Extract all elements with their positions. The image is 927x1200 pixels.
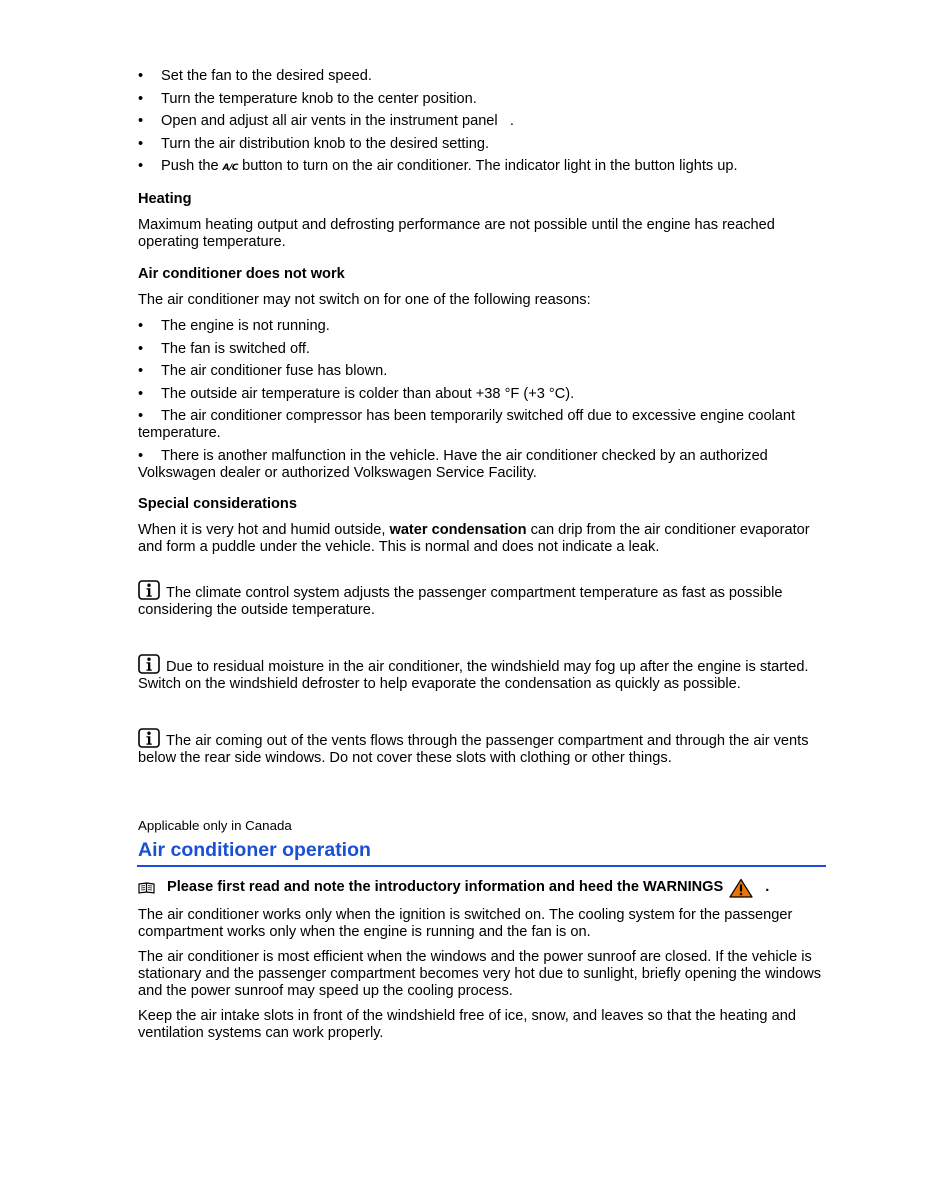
section-title: Air conditioner operation	[138, 838, 371, 861]
heading-ac-not-work: Air conditioner does not work	[138, 266, 345, 282]
list-item: • Set the fan to the desired speed.	[138, 68, 828, 85]
info-note: Due to residual moisture in the air conditioner, the windshield may fog up after the engine is started. Switch on the windshield defroster to help evaporate the condensation as quickly as possible.	[138, 654, 828, 693]
section-paragraph: Keep the air intake slots in front of the windshield free of ice, snow, and leaves so that the heating and ventilation systems can work properly.	[138, 1007, 796, 1041]
heading-heating: Heating	[138, 191, 192, 207]
ac-button-icon: A/C	[222, 163, 239, 173]
warnings-reference	[138, 878, 828, 898]
section-paragraph: The air conditioner is most efficient when the windows and the power sunroof are closed. If the vehicle is stationary and the passenger compartment becomes very hot due to sunlight, briefly opening the windows and the power sunroof may speed up the cooling process.	[138, 948, 822, 999]
special-body: When it is very hot and humid outside, water condensation can drip from the air conditioner evaporator and form a puddle under the vehicle. This is normal and does not indicate a leak.	[138, 521, 810, 555]
reasons-list	[138, 318, 828, 482]
info-note: The air coming out of the vents flows through the passenger compartment and through the air vents below the rear side windows. Do not cover these slots with clothing or other things.	[138, 728, 828, 767]
info-icon	[138, 580, 160, 600]
book-icon	[138, 882, 155, 894]
list-item: • The outside air temperature is colder than about +38 °F (+3 °C).	[138, 386, 828, 403]
heating-body: Maximum heating output and defrosting performance are not possible until the engine has reached operating temperature.	[138, 217, 775, 250]
intro-bullet-list	[138, 68, 828, 177]
list-item: • There is another malfunction in the vehicle. Have the air conditioner checked by an authorized Volkswagen dealer or authorized Volkswagen Service Facility.	[138, 448, 828, 482]
list-item: • The fan is switched off.	[138, 341, 828, 358]
info-icon	[138, 728, 160, 748]
list-item: • The engine is not running.	[138, 318, 828, 335]
warnings-text: Please first read and note the introductory information and heed the WARNINGS	[167, 879, 724, 895]
warning-triangle-icon[interactable]	[729, 878, 753, 898]
heading-special-considerations: Special considerations	[138, 495, 297, 512]
page-content	[138, 68, 828, 1042]
info-note: The climate control system adjusts the passenger compartment temperature as fast as possible considering the outside temperature.	[138, 580, 828, 619]
section-title-rule	[137, 865, 826, 867]
list-item-ac: • Push the A/C button to turn on the air conditioner. The indicator light in the button lights up.	[138, 158, 828, 177]
list-item: • The air conditioner compressor has been temporarily switched off due to excessive engine coolant temperature.	[138, 408, 828, 442]
applicability-note: Applicable only in Canada	[138, 817, 292, 833]
info-icon	[138, 654, 160, 674]
list-item: • The air conditioner fuse has blown.	[138, 363, 828, 380]
warnings-period: .	[765, 879, 770, 895]
list-item: • Open and adjust all air vents in the instrument panel .	[138, 113, 828, 130]
section-paragraph: The air conditioner works only when the ignition is switched on. The cooling system for the passenger compartment works only when the engine is running and the fan is on.	[138, 906, 793, 940]
list-item: • Turn the temperature knob to the center position.	[138, 91, 828, 108]
ac-not-work-intro: The air conditioner may not switch on for one of the following reasons:	[138, 292, 591, 308]
list-item: • Turn the air distribution knob to the desired setting.	[138, 136, 828, 153]
